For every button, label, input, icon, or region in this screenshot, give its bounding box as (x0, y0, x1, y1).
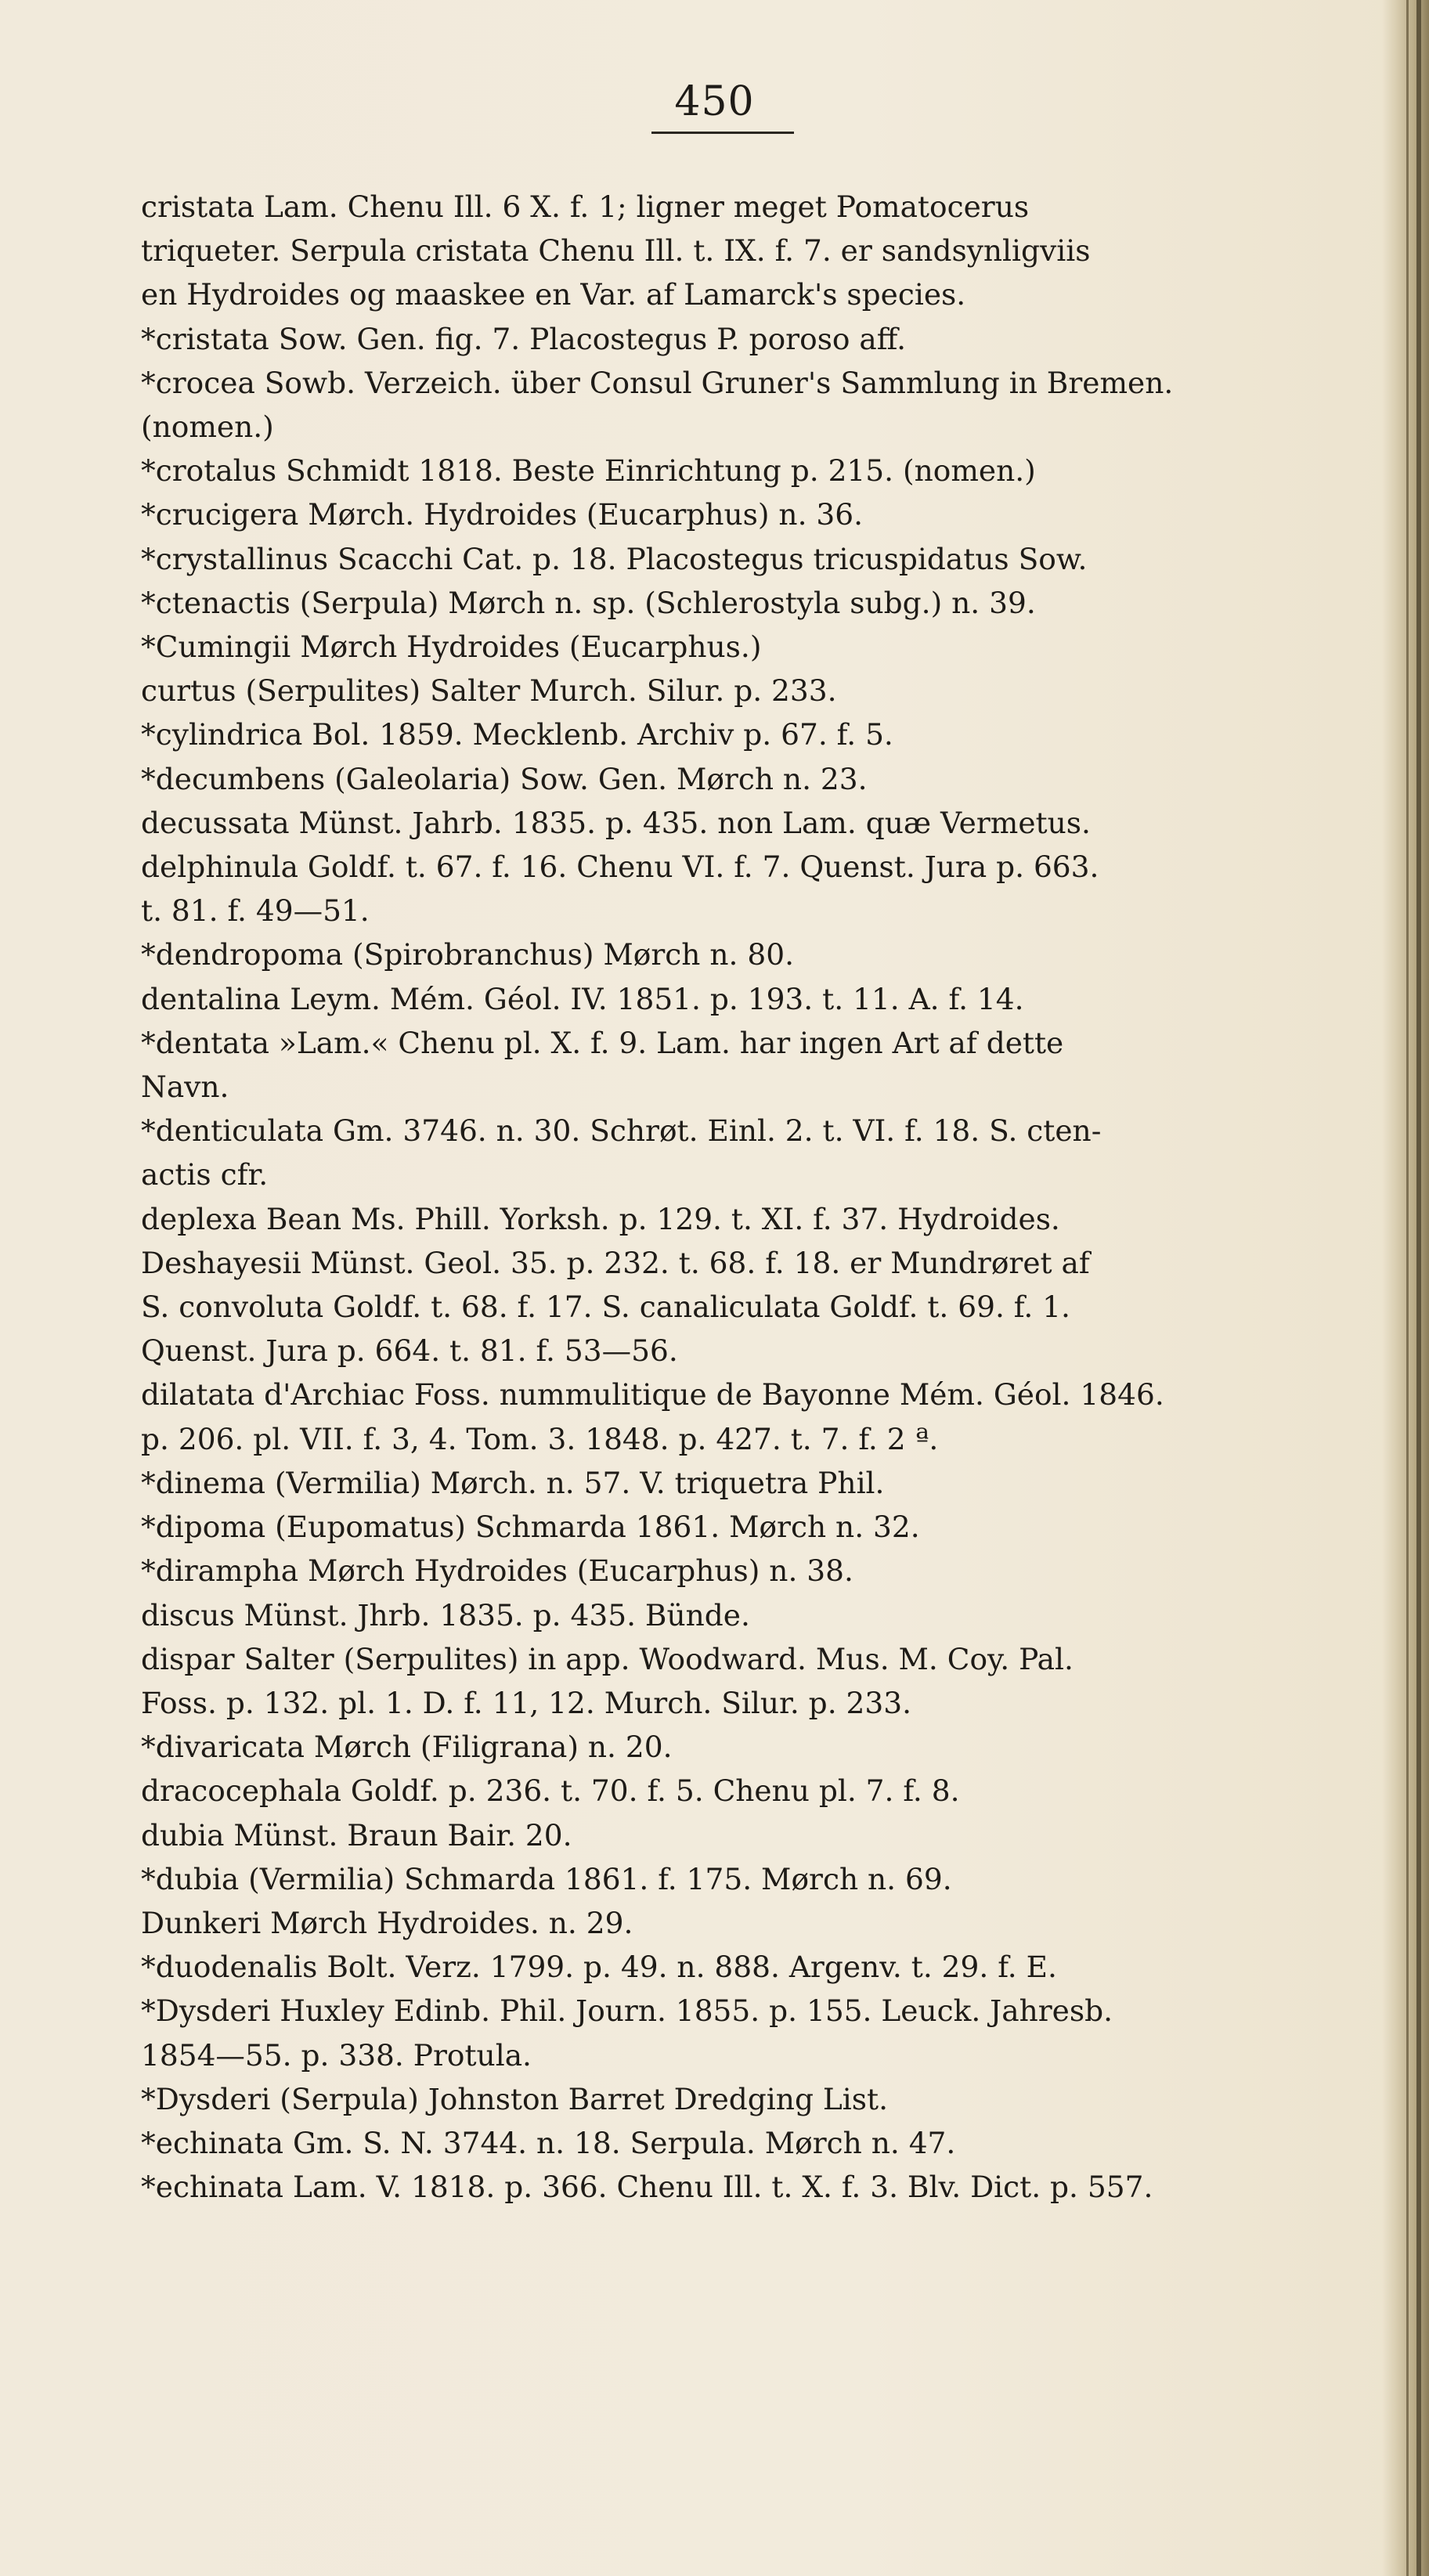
entry-line: en Hydroides og maaskee en Var. af Lamarck's species. (141, 277, 966, 312)
entry-line: S. convoluta Goldf. t. 68. f. 17. S. canaliculata Goldf. t. 69. f. 1. (141, 1290, 1070, 1325)
index-entry (141, 801, 1412, 845)
entry-line: Dunkeri Mørch Hydroides. n. 29. (141, 1905, 633, 1940)
index-entry (141, 1241, 1412, 1373)
index-entry (141, 1989, 1412, 2076)
index-entry (141, 625, 1412, 669)
index-entry (141, 1945, 1412, 1989)
entry-line: *ctenactis (Serpula) Mørch n. sp. (Schlerostyla subg.) n. 39. (141, 585, 1036, 620)
entry-line: discus Münst. Jhrb. 1835. p. 435. Bünde. (141, 1597, 750, 1633)
entry-line: delphinula Goldf. t. 67. f. 16. Chenu VI. f. 7. Quenst. Jura p. 663. (141, 850, 1099, 885)
entry-line: *decumbens (Galeolaria) Sow. Gen. Mørch n. 23. (141, 761, 868, 796)
index-entry (141, 1813, 1412, 1857)
index-entry (141, 2121, 1412, 2165)
entry-line: Deshayesii Münst. Geol. 35. p. 232. t. 68. f. 18. er Mundrøret af (141, 1245, 1090, 1280)
index-entry (141, 933, 1412, 976)
index-entry (141, 1021, 1412, 1109)
index-entry (141, 713, 1412, 756)
entry-line: *crystallinus Scacchi Cat. p. 18. Placostegus tricuspidatus Sow. (141, 541, 1088, 576)
entry-line: dubia Münst. Braun Bair. 20. (141, 1817, 572, 1853)
entry-line: *divaricata Mørch (Filigrana) n. 20. (141, 1730, 673, 1765)
index-entry (141, 2165, 1412, 2209)
entry-line: *crucigera Mørch. Hydroides (Eucarphus) n. 36. (141, 497, 864, 532)
entry-line: *dubia (Vermilia) Schmarda 1861. f. 175. Mørch n. 69. (141, 1861, 952, 1896)
entry-line: *crotalus Schmidt 1818. Beste Einrichtung p. 215. (nomen.) (141, 453, 1036, 489)
entry-line: Quenst. Jura p. 664. t. 81. f. 53—56. (141, 1333, 678, 1369)
entry-line: dentalina Leym. Mém. Géol. IV. 1851. p. 193. t. 11. A. f. 14. (141, 981, 1024, 1016)
entry-line: dilatata d'Archiac Foss. nummulitique de Bayonne Mém. Géol. 1846. (141, 1377, 1164, 1412)
entry-line: *cylindrica Bol. 1859. Mecklenb. Archiv p. 67. f. 5. (141, 717, 893, 752)
entry-line: deplexa Bean Ms. Phill. Yorksh. p. 129. t. XI. f. 37. Hydroides. (141, 1201, 1060, 1236)
entry-line: *dentata »Lam.« Chenu pl. X. f. 9. Lam. har ingen Art af dette (141, 1025, 1064, 1060)
entry-line: *dinema (Vermilia) Mørch. n. 57. V. triquetra Phil. (141, 1465, 885, 1500)
entry-line: *Cumingii Mørch Hydroides (Eucarphus.) (141, 630, 762, 665)
index-entry (141, 757, 1412, 801)
index-entry (141, 581, 1412, 625)
index-entry (141, 1197, 1412, 1241)
index-entry (141, 1769, 1412, 1813)
index-entry (141, 2077, 1412, 2121)
entry-line: *dendropoma (Spirobranchus) Mørch n. 80. (141, 937, 794, 972)
index-entry (141, 1901, 1412, 1945)
index-entry (141, 845, 1412, 933)
entry-line: p. 206. pl. VII. f. 3, 4. Tom. 3. 1848. p. 427. t. 7. f. 2 ª. (141, 1421, 939, 1456)
index-entry (141, 537, 1412, 581)
index-entry (141, 1505, 1412, 1549)
entry-line: Navn. (141, 1070, 229, 1105)
entry-line: (nomen.) (141, 409, 274, 445)
index-entry (141, 977, 1412, 1021)
entry-line: t. 81. f. 49—51. (141, 893, 370, 929)
entry-line: dispar Salter (Serpulites) in app. Woodward. Mus. M. Coy. Pal. (141, 1641, 1074, 1676)
index-entry (141, 1857, 1412, 1901)
index-entry (141, 492, 1412, 536)
index-entry (141, 1593, 1412, 1637)
index-entry (141, 1373, 1412, 1460)
index-entry (141, 1549, 1412, 1593)
entry-line: curtus (Serpulites) Salter Murch. Silur. p. 233. (141, 673, 837, 709)
index-entry (141, 185, 1412, 317)
index-entry (141, 1725, 1412, 1769)
index-entry (141, 1637, 1412, 1725)
page-number: 450 (674, 78, 755, 125)
entry-line: *denticulata Gm. 3746. n. 30. Schrøt. Einl. 2. t. VI. f. 18. S. cten- (141, 1113, 1102, 1149)
entry-line: *Dysderi Huxley Edinb. Phil. Journ. 1855. p. 155. Leuck. Jahresb. (141, 1993, 1113, 2029)
page-number-underline (651, 132, 794, 134)
entry-line: *crocea Sowb. Verzeich. über Consul Gruner's Sammlung in Bremen. (141, 365, 1174, 400)
entry-line: dracocephala Goldf. p. 236. t. 70. f. 5. Chenu pl. 7. f. 8. (141, 1773, 960, 1809)
entry-line: 1854—55. p. 338. Protula. (141, 2037, 532, 2073)
index-entry-list (0, 185, 1429, 2209)
index-entry (141, 669, 1412, 713)
index-entry (141, 317, 1412, 361)
entry-line: triqueter. Serpula cristata Chenu Ill. t. IX. f. 7. er sandsynligviis (141, 233, 1091, 269)
entry-line: *echinata Gm. S. N. 3744. n. 18. Serpula. Mørch n. 47. (141, 2125, 956, 2160)
entry-line: *duodenalis Bolt. Verz. 1799. p. 49. n. 888. Argenv. t. 29. f. E. (141, 1950, 1057, 1985)
entry-line: *Dysderi (Serpula) Johnston Barret Dredging List. (141, 2081, 888, 2116)
entry-line: decussata Münst. Jahrb. 1835. p. 435. non Lam. quæ Vermetus. (141, 805, 1091, 840)
entry-line: Foss. p. 132. pl. 1. D. f. 11, 12. Murch. Silur. p. 233. (141, 1685, 912, 1720)
index-entry (141, 1461, 1412, 1505)
entry-line: *dirampha Mørch Hydroides (Eucarphus) n. 38. (141, 1553, 853, 1589)
entry-line: cristata Lam. Chenu Ill. 6 X. f. 1; ligner meget Pomatocerus (141, 189, 1030, 224)
entry-line: *echinata Lam. V. 1818. p. 366. Chenu Ill. t. X. f. 3. Blv. Dict. p. 557. (141, 2170, 1153, 2205)
entry-line: actis cfr. (141, 1157, 269, 1192)
index-entry (141, 1109, 1412, 1196)
entry-line: *dipoma (Eupomatus) Schmarda 1861. Mørch n. 32. (141, 1510, 920, 1545)
index-entry (141, 361, 1412, 449)
index-entry (141, 449, 1412, 492)
entry-line: *cristata Sow. Gen. fig. 7. Placostegus P. poroso aff. (141, 321, 907, 356)
